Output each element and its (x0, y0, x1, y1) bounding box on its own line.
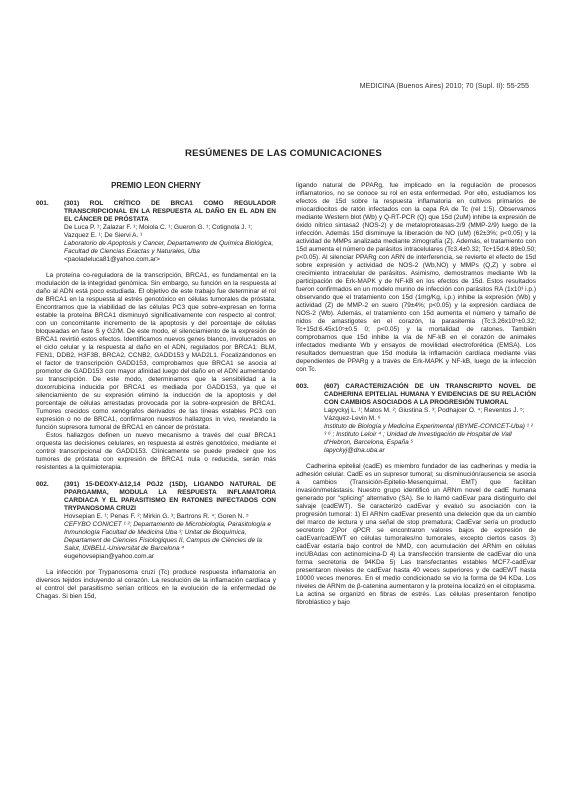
abstract-paragraph: Cadherina epitelial (cadE) es miembro fundador de las cadherinas y media la adhesión celular. CadE es un supresor tumoral; su disminución/ausencia se asocia a cambios (Transición-Epitelio-Mesenquimal, EMT) que facilitan invasión/metástasis. Nuestro grupo identificó un ARNm novel de cadE humana generado por "splicing" alternativo (SA). Se lo llamó cadEvar para distinguirlo del salvaje (cadEWT). Se caracterizó cadEvar y evaluó su asociación con la progresión tumoral: 1) El ARNm cadEvar presentó una deleción que da un cambio del marco de lectura y una señal de stop prematura; CadEvar sería un producto secretorio 2)Por qPCR se encontraron valores bajos de expresión de cadEvar/cadEWT en células tumorales/no tumorales, excepto ciertos casos 3) cadEvar estaría bajo control de NMD, con acumulación del ARNm en células incUBAdas con actinomicina-D 4) La transfección transiente de cadEvar dio una forma secretoria de 94KDa 5) Las transfectantes estables MCF7-cadEvar presentaron niveles de cadEvar hasta 40 veces superiores y de cadEWT hasta 10000 veces menores. En el medio condicionado se vio la forma de 94 KDa. Los niveles de ARNm de β-catenina aumentaron y la proteína localizó en el citoplasma. La actina se organizó en fibras de estrés. Las células presentaron fenotipo fibroblástico y bajo (296, 463, 536, 606)
abstract-paragraph: Estos hallazgos definen un nuevo mecanismo a través del cual BRCA1 orquesta las decisiones celulares, en respuesta al estrés genotóxico, mediante el control transcripcional de GADD153. Clínicamente se puede predecir que los tumores de próstata con expresión de BRCA1 nula o reducida, serán más resistentes a la quimioterapia. (36, 432, 276, 471)
abstract-title: (391) 15-DEOXY-Δ12,14 PGJ2 (15D), LIGANDO NATURAL DE PPARGAMMA, MODULA LA RESPUESTA INFLAMATORIA CARDIACA Y EL PARASITISMO EN RATONES INFECTADOS CON TRYPANOSOMA CRUZI (64, 481, 276, 512)
abstract-affiliation: CEFYBO CONICET ¹ ²; Departamento de Microbiología, Parasitología e Inmunología Facultad de Medicina Uba ³; Unitat de Bioquímica, Departament de Ciencies Fisiologiques II, Campus de Ciències de la Salut, IDIBELL-Universitat de Barcelona ⁴ (64, 521, 271, 552)
abstract-email: <paoladeluca81@yahoo.com.ar> (64, 256, 160, 263)
abstract-title: (301) ROL CRÍTICO DE BRCA1 COMO REGULADOR TRANSCRIPCIONAL EN LA RESPUESTA AL DAÑO EN EL ADN EN EL CÁNCER DE PRÓSTATA (64, 200, 276, 223)
abstract-003 (296, 383, 536, 607)
abstract-002 (36, 481, 276, 601)
abstract-001 (36, 200, 276, 472)
continued-paragraph: ligando natural de PPARg, fue implicado en la regulación de procesos inflamatorios, no se conoce su rol en esta enfermedad. Por ello, estudiamos los efectos de 15d sobre la respuesta inflamatoria en cultivos primarios de miocardiocitos de ratón infectados con la cepa RA de Tc (rel 1:5). Observamos mediante Western blot (Wb) y Q-RT-PCR (Q) que 15d (2uM) inhibe la expresión de óxido nítrico sintasa2 (NOS-2) y de metaloproteasas-2/9 (MMP-2/9) luego de la infección. Además 15d disminuye la liberación de NO (uM) (62±3%; p<0.05) y la actividad de MMPs analizada mediante zimografía (Z). Además, el tratamiento con 15d aumenta el número de parásitos intracelulares (Tc3.4±0.32; Tc+15d:4.89±0.50; p<0.05). Al silenciar PPARg con ARN de interferencia, se revierte el efecto de 15d sobre expresión y actividad de NOS-2 (Wb,NO) y MMPs (Q,Z) y sobre el crecimiento intracelular de parásitos. Asimismo, demostramos mediante Wb la participación de Erk-MAPK y de NF-kB en los efectos de 15d. Estos resultados fueron confirmados en un modelo murino de infección con parásitos RA (1x10³ i.p.) observando que el tratamiento con 15d (1mg/Kg, i.p.) inhibe la expresión (Wb) y actividad (Z) de MMP-2 en suero (79±4%; p<0.05) y la expresión cardiaca de NOS-2 (Wb). Además, el tratamiento con 15d aumenta el número y tamaño de nidos de amastigotes en el corazón, la parasitemia (Tc:3.26x10⁵±0.32; Tc+15d:6.45x10⁵±0.5 0; p<0.05) y la mortalidad de ratones. También comprobamos que 15d inhibe la vía de NF-kB en el corazón de animales infectados mediante Wb y ensayos de movilidad electroforética (EMSA). Los resultados demuestran que 15d modula la inflamación cardíaca mediante vías dependientes de PPARg y a través de Erk-MAPK y NF-kB, luego de la infección con Tc. (296, 182, 536, 373)
abstract-number: 001. (36, 200, 49, 207)
section-title: RESÚMENES DE LAS COMUNICACIONES (184, 148, 383, 159)
abstract-title: (607) CARACTERIZACIÓN DE UN TRANSCRIPTO NOVEL DE CADHERINA EPITELIAL HUMANA Y EVIDENCIAS DE SU RELACIÓN CON CAMBIOS ASOCIADOS A LA PROGRESIÓN TUMORAL (324, 383, 536, 406)
journal-header: MEDICINA (Buenos Aires) 2010; 70 (Supl. II): 55-255 (359, 81, 529, 90)
abstract-authors: Hovsepian E. ¹; Penas F. ²; Mirkin G. ³; Bartrons R. ⁴; Goren N. ⁵ (64, 513, 249, 520)
abstract-paragraph: La infección por Trypanosoma cruzi (Tc) produce respuesta inflamatoria en diversos tejidos incluyendo al corazón. La resolución de la inflamación cardíaca y el control del parasitismo serían críticos en la evolución de la enfermedad de Chagas. Si bien 15d, (36, 569, 276, 600)
abstract-number: 003. (296, 383, 309, 390)
abstract-number: 002. (36, 481, 49, 488)
right-column (296, 182, 536, 607)
abstract-affiliation: Laboratorio de Apoptosis y Cancer, Departamento de Química Biológica, Facultad de Ciencias Exactas y Naturales, Uba (64, 240, 274, 255)
abstract-paragraph: La proteína co-reguladora de la transcripción, BRCA1, es fundamental en la modulación de la integridad genómica. Sin embargo, su función en la respuesta al daño al ADN está poco estudiada. El objetivo de este trabajo fue determinar el rol de BRCA1 en la respuesta al estrés genotóxico en células tumorales de próstata. Encontramos que la viabilidad de las células PC3 que sobre-expresan en forma estable la proteína BRCA1 disminuyó significativamente con respecto al control; con un concomitante incremento de la apoptosis y del porcentaje de células bloqueadas en fase S y G2/M. De este modo, el silenciamiento de la expresión de BRCA1 revirtió estos efectos. Identificamos nuevos genes blanco, involucrados en el ciclo celular y la respuesta al daño en el ADN, regulados por BRCA1: BLM, FEN1, DDB2, H3F3B, BRCA2, CCNB2, GADD153 y MAD2L1. Focalizándonos en el factor de transcripción GADD153, comprobamos que BRCA1 se asocia al promotor de GADD153 con mayor afinidad luego del daño en el ADN aumentando su transcripción. De este modo, determinamos que la sensibilidad a la doxorrubicina inducida por BRCA1 es mediada por GADD153, ya que el silenciamiento de su expresión eliminó la inducción de la apoptosis y del porcentaje de células arrestadas provocada por la sobre-expresión de BRCA1. Tumores crecidos como xenógrafos derivados de las líneas estables PC3 con expresión o no de BRCA1, confirmaron nuestros hallazgos in vivo, revelando la función supresora tumoral de BRCA1 en cáncer de próstata. (36, 272, 276, 431)
abstract-authors: De Luca P. ¹; Zalazar F. ¹; Moiola C. ¹; Gueron G. ¹; Cotignola J. ¹; Vazquez E. ¹; De Siervi A. ¹ (64, 224, 253, 239)
abstract-email: lapyckyj@dna.uba.ar (324, 447, 385, 454)
abstract-affiliation: Instituto de Biología y Medicina Experimental (IBYME-CONICET-Uba) ¹ ² ³ ⁶ ; Instituto Leloir ⁴ ; Unidad de Investigación de Hospital de Vall d'Hebron, Barcelona, España ⁵ (324, 423, 533, 446)
abstract-authors: Lapyckyj L. ¹; Matos M. ²; Giustina S. ³; Podhajcer O. ⁴; Reventos J. ⁵; Vázquez-Levin M. ⁶ (324, 407, 525, 422)
left-column (36, 182, 276, 601)
award-heading: PREMIO LEON CHERNY (111, 181, 201, 190)
abstract-email: eugehovsepian@yahoo.com.ar (64, 553, 155, 560)
